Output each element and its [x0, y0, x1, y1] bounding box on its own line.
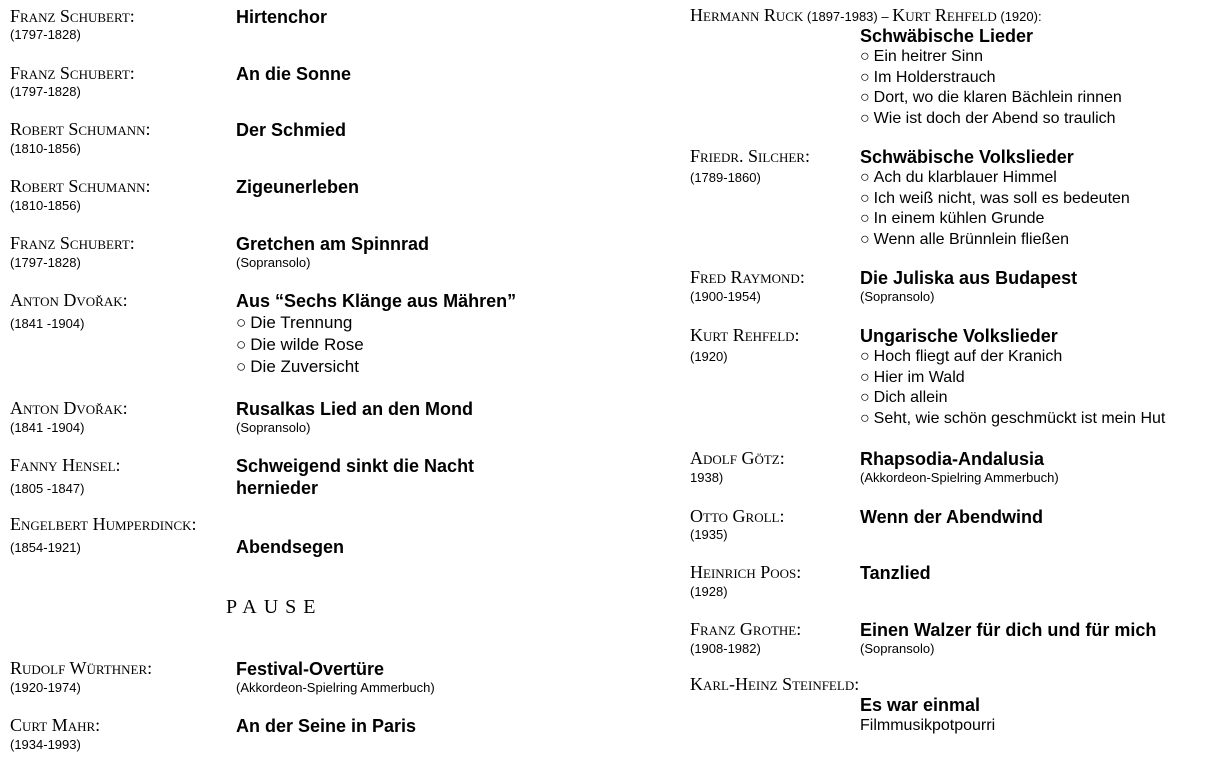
song-title: Wenn alle Brünnlein fließen: [873, 230, 1070, 248]
composer-dates: (1934-1993): [10, 737, 81, 752]
song-list: [860, 47, 1122, 129]
circle-bullet-icon: ○: [860, 230, 870, 248]
circle-bullet-icon: ○: [236, 357, 247, 376]
work: [860, 325, 1165, 429]
composer-dates: (1935): [690, 527, 728, 542]
circle-bullet-icon: ○: [860, 68, 870, 86]
circle-bullet-icon: ○: [860, 189, 870, 207]
work-note: (Sopransolo): [236, 420, 311, 435]
composer-dates: (1897-1983) –: [803, 9, 893, 24]
work: [236, 398, 473, 436]
work: [236, 63, 351, 85]
composer-name: Adolf Götz:: [690, 448, 785, 468]
composer-name: Robert Schumann:: [10, 176, 151, 196]
song-title: Dich allein: [873, 389, 948, 406]
list-item: [860, 68, 1122, 89]
composer-name: Anton Dvořak:: [10, 398, 128, 418]
work-title: Hirtenchor: [236, 7, 328, 27]
work-subtitle: Filmmusikpotpourri: [860, 717, 996, 734]
list-item: [860, 209, 1130, 230]
work-title: Abendsegen: [236, 537, 345, 557]
composer-name: Engelbert Humperdinck:: [10, 514, 197, 534]
composer-name: Kurt Rehfeld:: [690, 325, 800, 345]
composer-name: Heinrich Poos:: [690, 562, 802, 582]
song-list: [236, 312, 516, 378]
composer-name: Anton Dvořak:: [10, 290, 128, 310]
composer-name: Franz Schubert:: [10, 63, 135, 83]
list-item: [860, 388, 1165, 409]
work: [236, 290, 516, 378]
work: [236, 715, 416, 737]
composer-name: Karl-Heinz Steinfeld:: [690, 674, 860, 694]
song-title: Ach du klarblauer Himmel: [873, 169, 1057, 186]
circle-bullet-icon: ○: [860, 169, 870, 186]
list-item: [860, 347, 1165, 368]
work-title: Schweigend sinkt die Nacht: [236, 456, 475, 476]
work-title: Einen Walzer für dich und für mich: [860, 620, 1157, 640]
work: [236, 233, 429, 271]
song-title: Ein heitrer Sinn: [873, 48, 984, 65]
song-list: [860, 168, 1130, 250]
work-title: Wenn der Abendwind: [860, 507, 1043, 527]
list-item: [860, 109, 1122, 130]
composer-dates: (1920): [690, 349, 728, 364]
list-item: [860, 409, 1165, 430]
work: [860, 25, 1122, 129]
song-title: In einem kühlen Grunde: [873, 210, 1045, 227]
composer-dates: (1841 -1904): [10, 316, 85, 331]
composer-name: Franz Grothe:: [690, 619, 802, 639]
composer-dates: (1810-1856): [10, 198, 81, 213]
composer-dates: (1797-1828): [10, 84, 81, 99]
work-note: (Sopransolo): [860, 641, 935, 656]
work-note: (Sopransolo): [236, 255, 311, 270]
song-title: Dort, wo die klaren Bächlein rinnen: [873, 89, 1122, 106]
work: [236, 658, 435, 696]
composer-name: Kurt Rehfeld: [892, 5, 997, 25]
work: [860, 619, 1156, 657]
composer-name: Friedr. Silcher:: [690, 146, 810, 166]
composer-name: Robert Schumann:: [10, 119, 151, 139]
circle-bullet-icon: ○: [860, 89, 870, 106]
song-title: Hier im Wald: [873, 368, 965, 386]
list-item: [860, 189, 1130, 210]
song-title: Hoch fliegt auf der Kranich: [873, 348, 1063, 365]
work-title: Zigeunerleben: [236, 177, 360, 197]
work: [236, 176, 359, 198]
work: [860, 146, 1130, 250]
work: [860, 506, 1043, 528]
circle-bullet-icon: ○: [860, 368, 870, 386]
composer-dates: (1797-1828): [10, 27, 81, 42]
composer-dates: (1797-1828): [10, 255, 81, 270]
work-title: Der Schmied: [236, 120, 347, 140]
song-title: Im Holderstrauch: [873, 68, 996, 86]
composer-dates: (1908-1982): [690, 641, 761, 656]
song-title: Wie ist doch der Abend so traulich: [873, 109, 1116, 127]
composer-dates: (1928): [690, 584, 728, 599]
composer-name: Rudolf Würthner:: [10, 658, 153, 678]
work: [860, 267, 1077, 305]
composer-line: [690, 5, 1042, 27]
work-title: Aus “Sechs Klänge aus Mähren”: [236, 291, 517, 311]
composer-dates: (1810-1856): [10, 141, 81, 156]
composer-dates: (1854-1921): [10, 540, 81, 555]
intermission-label: PAUSE: [226, 596, 323, 618]
composer-name: Fanny Hensel:: [10, 455, 121, 475]
circle-bullet-icon: ○: [860, 409, 870, 427]
list-item: [236, 334, 516, 356]
list-item: [860, 88, 1122, 109]
composer-name: Hermann Ruck: [690, 5, 804, 25]
circle-bullet-icon: ○: [860, 109, 870, 127]
list-item: [236, 356, 516, 378]
list-item: [860, 47, 1122, 68]
work-title: Die Juliska aus Budapest: [860, 268, 1078, 288]
composer-dates: (1805 -1847): [10, 481, 85, 496]
composer-dates: (1841 -1904): [10, 420, 85, 435]
circle-bullet-icon: ○: [236, 313, 247, 332]
list-item: [860, 230, 1130, 251]
song-title: Seht, wie schön geschmückt ist mein Hut: [873, 409, 1166, 427]
composer-name: Franz Schubert:: [10, 233, 135, 253]
work: [860, 694, 995, 736]
song-title: Die wilde Rose: [250, 335, 364, 354]
work-title: Schwäbische Volkslieder: [860, 147, 1074, 167]
circle-bullet-icon: ○: [860, 389, 870, 406]
work: [236, 6, 327, 28]
work-title: Schwäbische Lieder: [860, 26, 1034, 46]
work-note: (Akkordeon-Spielring Ammerbuch): [236, 680, 435, 695]
work-title: Rhapsodia-Andalusia: [860, 449, 1045, 469]
work-title: Rusalkas Lied an den Mond: [236, 399, 474, 419]
work: [236, 455, 474, 499]
list-item: [860, 168, 1130, 189]
composer-dates: (1920):: [996, 9, 1042, 24]
work-title: Tanzlied: [860, 563, 931, 583]
song-title: Die Zuversicht: [250, 357, 359, 376]
work-note: (Akkordeon-Spielring Ammerbuch): [860, 470, 1059, 485]
work-title: Gretchen am Spinnrad: [236, 234, 430, 254]
work: [236, 119, 346, 141]
composer-dates: (1900-1954): [690, 289, 761, 304]
song-title: Ich weiß nicht, was soll es bedeuten: [873, 189, 1130, 207]
list-item: [860, 368, 1165, 389]
circle-bullet-icon: ○: [860, 48, 870, 65]
circle-bullet-icon: ○: [860, 348, 870, 365]
circle-bullet-icon: ○: [236, 335, 247, 354]
work-title: An der Seine in Paris: [236, 716, 417, 736]
composer-name: Franz Schubert:: [10, 6, 135, 26]
work-title: Es war einmal: [860, 695, 981, 715]
composer-name: Curt Mahr:: [10, 715, 101, 735]
circle-bullet-icon: ○: [860, 210, 870, 227]
work: [860, 562, 931, 584]
work-title-continued: hernieder: [236, 478, 319, 498]
work: [860, 448, 1059, 486]
composer-dates: (1789-1860): [690, 170, 761, 185]
work-title: An die Sonne: [236, 64, 352, 84]
work-note: (Sopransolo): [860, 289, 935, 304]
song-title: Die Trennung: [250, 313, 353, 332]
work: [236, 536, 344, 558]
composer-dates: (1920-1974): [10, 680, 81, 695]
work-title: Ungarische Volkslieder: [860, 326, 1058, 346]
composer-dates: 1938): [690, 470, 724, 485]
composer-name: Fred Raymond:: [690, 267, 805, 287]
composer-name: Otto Groll:: [690, 506, 785, 526]
work-title: Festival-Overtüre: [236, 659, 385, 679]
list-item: [236, 312, 516, 334]
song-list: [860, 347, 1165, 429]
